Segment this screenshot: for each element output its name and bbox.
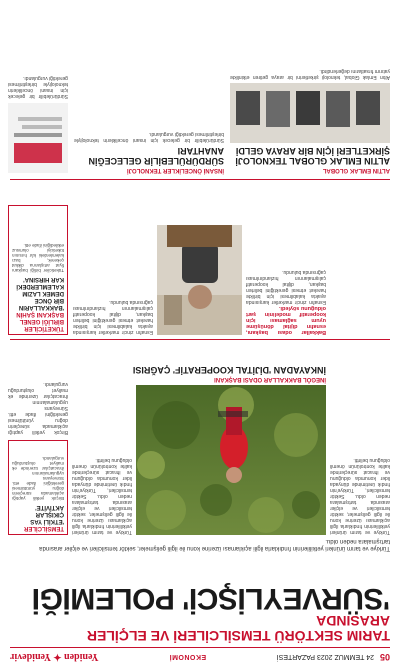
portrait-photo-image [157,225,242,335]
main-kicker: TARIM SEKTÖRÜ TEMSİLCİLERİ VE ELÇİLER ARASINDA [86,613,390,644]
main-headline: 'SÜRVEYLİŞCİ' POLEMİĞİ [32,582,390,615]
main-standfirst: Türkiye ve tarım ürünleri yetkililerinin fındıklarla ilgili açıklaması üzerine konu ile ilgili gelişmeler, sektör temsilcileri ve elçiler arasında tartışmalara neden oldu. [39,538,390,551]
center-story-head [72,365,326,382]
main-body-text: Türkiye ve tarım ürünleri yetkililerinin fındıklarla ilgili açıklaması üzerine konu ile ilgili gelişmeler, sektör temsilcileri ve elçiler arasında tartışmalara neden oldu. Sektör temsilcileri, Türkiye'nin fındık üretiminde dünyada lider konumda olduğunu ve ihracat süreçlerinde kalite kontrolünün önemli olduğunu belirtti. [330,457,390,535]
ad-graphic-image [8,103,68,173]
section-label: EKONOMİ [169,653,207,661]
bottom-right-story [74,23,224,173]
center-story-quote: Bakkallar odası başkanı, esnafın dijital dönüşüme uyum sağlaması için kooperatif modelinin şart olduğunu söyledi. [246,305,326,335]
right-story-body: Tüketiciler birliği başkanı fiyat artışlarına dikkat çekerek, bazı kalemlerdeki kâr hırsının tüketiciyi olumsuz etkilediğini ifade etti. [12,243,64,273]
bottom-left-body: Altın Emlak Global, teknoloji şirketlerini bir araya getiren etkinlikte yatırım fırsatlarını değerlendirdi. [230,68,390,80]
right-story-headline: 'BAKKALLARIN BİR ÖNCE DEMEK LAZIM KALEMLERDEKİ KAR HIRSINA' [16,276,64,310]
bottom-right-body: Sürdürülebilir bir gelecek için insani önceliklerin teknolojiyle birleştirilmesi gerektiği vurgulandı. [74,131,224,143]
left-story-box [8,440,68,535]
center-story-col-2 [73,185,153,335]
bottom-right-kicker: İNSANİ ÖNCELİKLER TEKNOLOJİ [126,167,224,173]
main-body-text-cont: Türkiye ve tarım ürünleri yetkililerinin fındıklarla ilgili açıklaması üzerine konu ile ilgili gelişmeler, sektör temsilcileri ve elçiler arasında tartışmalara neden oldu. Sektör temsilcileri, Türkiye'nin fındık üretiminde dünyada lider konumda olduğunu ve ihracat süreçlerinde kalite kontrolünün önemli olduğunu belirtti. [72,457,132,535]
bottom-side-text: Sürdürülebilir bir gelecek için insani önceliklerin teknolojiyle birleştirilmesi gerektiği vurgulandı. [8,75,68,99]
newspaper-logo: Yeniden ✦ Yenidevir [10,651,99,663]
right-story-box [8,205,68,335]
bottom-left-photo [230,83,390,143]
center-story-col-1 [246,185,326,335]
lower-rule [10,179,390,180]
bottom-left-headline: ALTIN EMLAK GLOBAL TEKNOLOJİ ŞİRKETLERİ İÇİN BİR ARAYA GELDİ [235,146,390,166]
masthead-left [277,652,390,662]
bottom-side-photo [8,103,68,173]
event-photo-image [230,83,390,143]
center-story-body: Esnafın zincir marketler karşısında ayakta kalabilmesi için birlikte hareket etmesi gerektiğini belirten başkan, dijital kooperatif çalışmalarının hızlandırılması çağrısında bulundu. [246,269,326,305]
left-story-headline: 'ETKİLİ YAS ÇIKIŞLAR AKTİVİTE' [30,504,64,524]
masthead [0,649,400,665]
left-story-body-cont [8,340,68,435]
center-story-kicker: İNEGÖL BAKKALLAR ODASI BAŞKANI [214,376,326,382]
mid-rule [10,339,390,340]
right-story-kicker: TÜKETİCİLER BİRLİĞİ GENEL BAŞKANI ŞAHİN [16,311,64,331]
center-story-headline: İNKAYADAN 'DİJİTAL KOOPERATİF' ÇAĞRISI [132,365,326,375]
bottom-side-col [8,9,68,99]
left-story-kicker: TEMSİLCİLER [24,525,64,531]
center-story-photo [157,225,242,335]
field-photo-image [136,385,326,535]
page-number: 05 [379,652,390,662]
bottom-right-headline: SÜRDÜRÜLEBİLİR GELECEĞİN ANAHTARI [88,146,224,166]
left-story-body-text: Birçok yetkili yaptığı açıklamada süreçlerin doğru yürütülmesi gerektiğini ifade etti. Sürveyans uygulamalarının ihracatçılar üzerinde ek maliyet oluşturduğu vurgulandı. [8,381,68,435]
issue-date: 24 TEMMUZ 2023 PAZARTESİ [276,653,374,661]
bottom-left-story [230,20,390,173]
left-story-body: Birçok yetkili yaptığı açıklamada süreçlerin doğru yürütülmesi gerektiğini ifade etti. Sürveyans uygulamalarının ihracatçılar üzerinde ek maliyet oluşturduğu vurgulandı. [12,456,64,501]
main-photo [136,385,326,535]
main-body-col-1 [330,345,390,535]
main-headline-block [10,583,390,643]
masthead-rule [10,647,390,648]
bottom-left-kicker: ALTIN EMLAK GLOBAL [322,167,390,173]
center-story-body-cont: Esnafın zincir marketler karşısında ayakta kalabilmesi için birlikte hareket etmesi gerektiğini belirten başkan, dijital kooperatif çalışmalarının hızlandırılması çağrısında bulundu. [73,299,153,335]
